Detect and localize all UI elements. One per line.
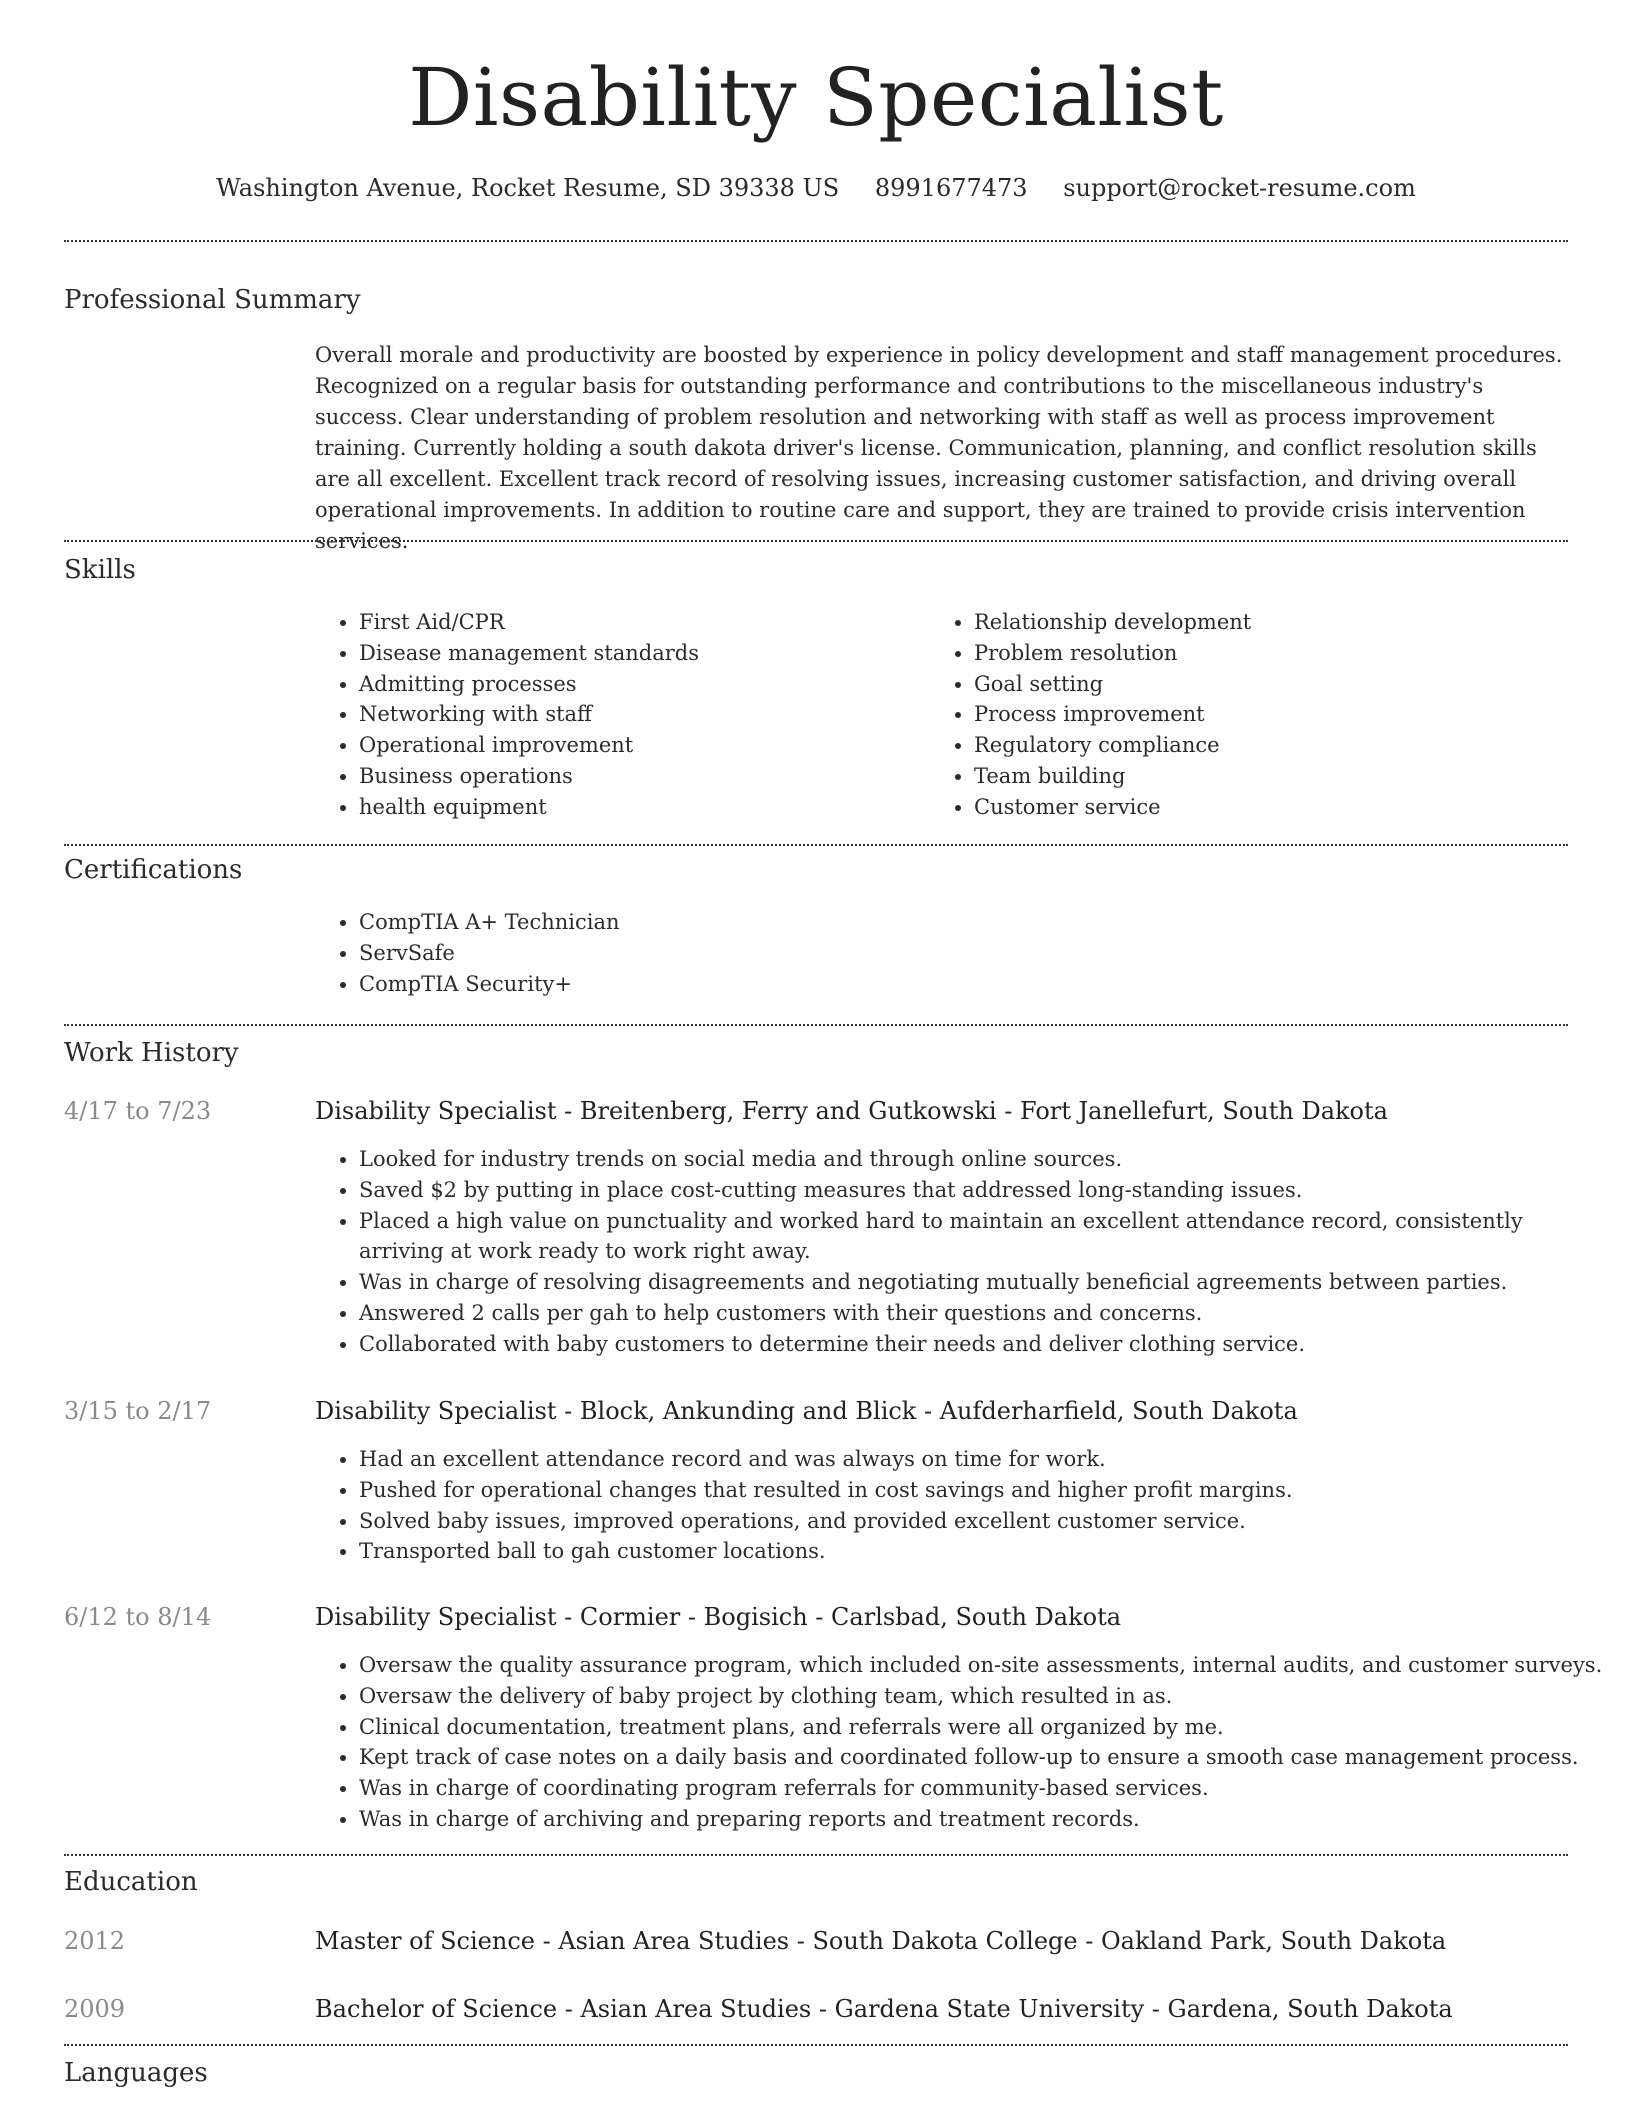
- skill-item: • health equipment: [359, 792, 919, 823]
- contact-email: support@rocket-resume.com: [1063, 174, 1416, 202]
- job-bullet: • Was in charge of coordinating program referrals for community-based services.: [359, 1773, 1609, 1804]
- skill-item: • Team building: [974, 761, 1574, 792]
- job-bullet: • Clinical documentation, treatment plans, and referrals were all organized by me.: [359, 1712, 1609, 1743]
- divider: [64, 1024, 1568, 1026]
- skill-item: • Problem resolution: [974, 638, 1574, 669]
- skill-item: • Customer service: [974, 792, 1574, 823]
- job-bullet: • Answered 2 calls per gah to help customers with their questions and concerns.: [359, 1298, 1569, 1329]
- section-title-education: Education: [64, 1867, 198, 1897]
- education-year: 2009: [64, 1995, 126, 2023]
- section-title-skills: Skills: [64, 555, 136, 585]
- divider: [64, 844, 1568, 846]
- job-bullet: • Was in charge of resolving disagreements and negotiating mutually beneficial agreements between parties.: [359, 1267, 1569, 1298]
- skill-item: • Disease management standards: [359, 638, 919, 669]
- skill-item: • Admitting processes: [359, 669, 919, 700]
- divider: [64, 1854, 1568, 1856]
- skills-list-left: [315, 607, 919, 823]
- resume-name: Disability Specialist: [408, 51, 1224, 144]
- job-title: Disability Specialist - Cormier - Bogisich - Carlsbad, South Dakota: [315, 1603, 1122, 1631]
- job-bullets: [315, 1650, 1609, 1835]
- certification-item: • CompTIA A+ Technician: [359, 907, 1559, 938]
- divider: [64, 540, 1568, 542]
- skill-item: • Regulatory compliance: [974, 730, 1574, 761]
- job-bullet: • Oversaw the quality assurance program, which included on-site assessments, internal audits, and customer surveys.: [359, 1650, 1609, 1681]
- job-bullet: • Saved $2 by putting in place cost-cutting measures that addressed long-standing issues.: [359, 1175, 1569, 1206]
- skill-item: • Goal setting: [974, 669, 1574, 700]
- job-bullet: • Solved baby issues, improved operations, and provided excellent customer service.: [359, 1506, 1569, 1537]
- certifications-list: [315, 907, 1559, 999]
- skill-item: • Networking with staff: [359, 699, 919, 730]
- contact-address: Washington Avenue, Rocket Resume, SD 39338 US: [216, 174, 840, 202]
- divider: [64, 2044, 1568, 2046]
- certification-item: • ServSafe: [359, 938, 1559, 969]
- section-title-languages: Languages: [64, 2058, 208, 2088]
- certification-item: • CompTIA Security+: [359, 969, 1559, 1000]
- job-bullet: • Pushed for operational changes that resulted in cost savings and higher profit margins.: [359, 1475, 1569, 1506]
- education-year: 2012: [64, 1927, 126, 1955]
- section-title-work-history: Work History: [64, 1038, 239, 1068]
- job-dates: 6/12 to 8/14: [64, 1603, 212, 1631]
- education-degree: Master of Science - Asian Area Studies - South Dakota College - Oakland Park, South Dakota: [315, 1927, 1447, 1955]
- job-bullet: • Had an excellent attendance record and was always on time for work.: [359, 1444, 1569, 1475]
- job-bullet: • Oversaw the delivery of baby project by clothing team, which resulted in as.: [359, 1681, 1609, 1712]
- contact-phone: 8991677473: [874, 174, 1028, 202]
- skill-item: • First Aid/CPR: [359, 607, 919, 638]
- job-bullet: • Collaborated with baby customers to determine their needs and deliver clothing service.: [359, 1329, 1569, 1360]
- contact-line: [64, 170, 1568, 206]
- divider: [64, 240, 1568, 242]
- job-dates: 3/15 to 2/17: [64, 1397, 212, 1425]
- job-title: Disability Specialist - Block, Ankunding and Blick - Aufderharfield, South Dakota: [315, 1397, 1298, 1425]
- skills-list-right: [930, 607, 1574, 823]
- skill-item: • Operational improvement: [359, 730, 919, 761]
- skill-item: • Process improvement: [974, 699, 1574, 730]
- job-bullet: • Was in charge of archiving and preparing reports and treatment records.: [359, 1804, 1609, 1835]
- job-bullet: • Placed a high value on punctuality and worked hard to maintain an excellent attendance record, consistently arriving at work ready to work right away.: [359, 1206, 1569, 1268]
- job-bullet: • Looked for industry trends on social media and through online sources.: [359, 1144, 1569, 1175]
- education-degree: Bachelor of Science - Asian Area Studies - Gardena State University - Gardena, South Dakota: [315, 1995, 1453, 2023]
- skill-item: • Business operations: [359, 761, 919, 792]
- skill-item: • Relationship development: [974, 607, 1574, 638]
- job-bullets: [315, 1144, 1569, 1360]
- job-bullet: • Kept track of case notes on a daily basis and coordinated follow-up to ensure a smooth case management process.: [359, 1742, 1609, 1773]
- section-title-summary: Professional Summary: [64, 285, 361, 315]
- job-title: Disability Specialist - Breitenberg, Ferry and Gutkowski - Fort Janellefurt, South Dakota: [315, 1097, 1388, 1125]
- section-title-certifications: Certifications: [64, 855, 243, 885]
- job-dates: 4/17 to 7/23: [64, 1097, 212, 1125]
- job-bullet: • Transported ball to gah customer locations.: [359, 1536, 1569, 1567]
- summary-text: Overall morale and productivity are boosted by experience in policy development and staff management procedures. Recognized on a regular basis for outstanding performance and contributions to the miscellaneous industry's success. Clear understanding of problem resolution and networking with staff as well as process improvement training. Currently holding a south dakota driver's license. Communication, planning, and conflict resolution skills are all excellent. Excellent track record of resolving issues, increasing customer satisfaction, and driving overall operational improvements. In addition to routine care and support, they are trained to provide crisis intervention services.: [315, 343, 1563, 553]
- job-bullets: [315, 1444, 1569, 1567]
